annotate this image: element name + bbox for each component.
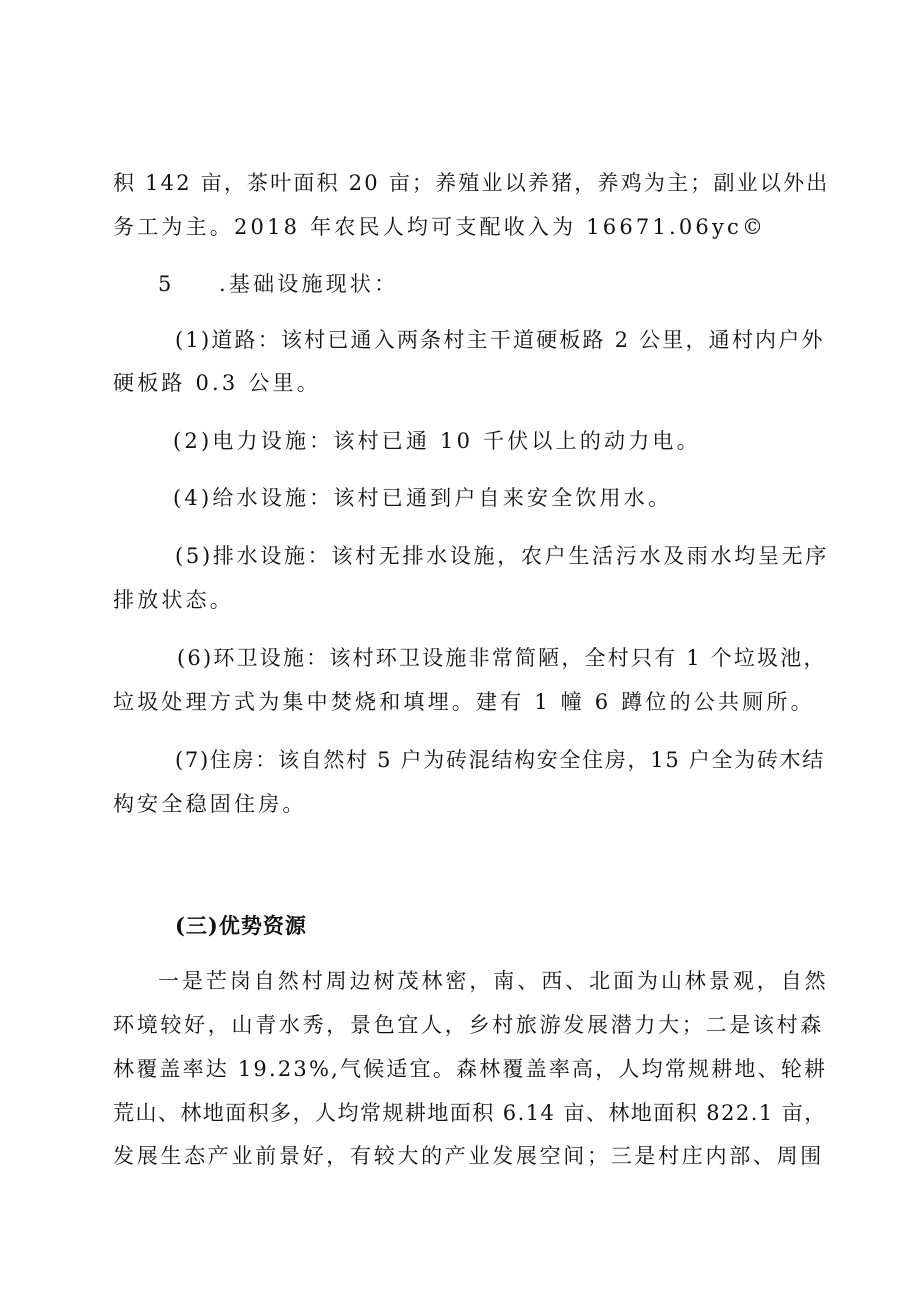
item-drainage-line-2: 排放状态。 [113, 588, 234, 612]
section-5-number: 5 [158, 272, 175, 296]
section-advantage-heading: (三)优势资源 [175, 913, 307, 938]
item-housing-line-1: (7)住房：该自然村 5 户为砖混结构安全住房，15 户全为砖木结 [175, 748, 825, 772]
advantage-line-5: 发展生态产业前景好，有较大的产业发展空间；三是村庄内部、周围 [113, 1144, 824, 1168]
item-sanitation-line-1: (6)环卫设施：该村环卫设施非常简陋，全村只有 1 个垃圾池， [177, 646, 827, 670]
advantage-line-3: 林覆盖率达 19.23%,气候适宜。森林覆盖率高，人均常规耕地、轮耕 [113, 1057, 828, 1081]
section-5-title: .基础设施现状： [219, 272, 399, 296]
item-power-line: (2)电力设施：该村已通 10 千伏以上的动力电。 [173, 429, 701, 453]
item-housing-line-2: 构安全稳固住房。 [113, 792, 307, 816]
item-sanitation-line-2: 垃圾处理方式为集中焚烧和填埋。建有 1 幢 6 蹲位的公共厕所。 [113, 690, 815, 714]
intro-line-2: 务工为主。2018 年农民人均可支配收入为 16671.06yc© [113, 215, 767, 239]
item-roads-line-2: 硬板路 0.3 公里。 [113, 371, 321, 395]
intro-line-1: 积 142 亩，茶叶面积 20 亩；养殖业以养猪，养鸡为主；副业以外出 [113, 171, 830, 195]
item-water-supply-line: (4)给水设施：该村已通到户自来安全饮用水。 [173, 486, 673, 510]
item-drainage-line-1: (5)排水设施：该村无排水设施，农户生活污水及雨水均呈无序 [175, 544, 830, 568]
item-roads-line-1: (1)道路：该村已通入两条村主干道硬板路 2 公里，通村内户外 [175, 328, 825, 352]
advantage-line-2: 环境较好，山青水秀，景色宜人，乡村旅游发展潜力大；二是该村森 [113, 1013, 824, 1037]
advantage-line-1: 一是芒岗自然村周边树茂林密，南、西、北面为山林景观，自然 [158, 969, 829, 993]
advantage-line-4: 荒山、林地面积多，人均常规耕地面积 6.14 亩、林地面积 822.1 亩， [113, 1101, 827, 1125]
